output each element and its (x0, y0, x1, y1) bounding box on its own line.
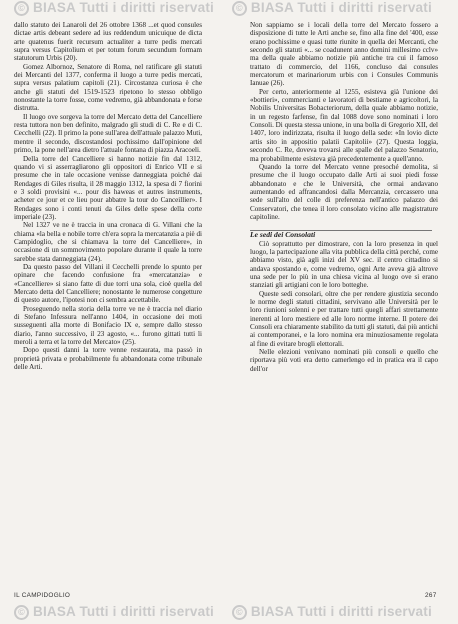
journal-name: IL CAMPIDOGLIO (14, 592, 71, 599)
watermark-bottom (0, 604, 458, 622)
paragraph: Non sappiamo se i locali della torre del Mercato fossero a disposizione di tutte le Arti anche se, fino alla fine del '400, esse erano pochissime e quasi tutte riunite in quella dei Mercanti, che secondo gli statuti «... se coadunent anno domini millesimo cclv» ma della quale abbiamo notizie più antiche tra cui il famoso trattato di commercio, del 1166, concluso dai consules mercatorum et marinariorum urbis con i Consules Communis Ianuae (26). (250, 21, 438, 88)
right-text-column (250, 21, 438, 591)
watermark-text: BIASA Tutti i diritti riservati (33, 604, 214, 619)
paragraph: dallo statuto dei Lanaroli del 26 ottobre 1368 ...et quod consules dictae artis debeant sedere ad ius reddendum unicuique de dicta arte quatenus fuerit recursum actualiter a turre pedis mercati supra versus Capitolium et per totum forum secundum formam statutorum Urbis (20). (14, 21, 202, 63)
paragraph: Nelle elezioni venivano nominati più consoli e quello che riportava più voti era detto camerlengo ed in pratica era il capo dell'or (250, 348, 438, 373)
copyright-icon: © (14, 1, 29, 16)
paragraph: Della torre del Cancelliere si hanno notizie fin dal 1312, quando vi si asserragliarono gli oppositori di Enrico VII e si presume che in tale occasione venisse danneggiata poiché dai Rendages di Giles risulta, il 28 maggio 1312, la spesa di 7 fiorini e 3 soldi provisini «... pour dis haweas et autres instruments, acheter ce jour et ce lieu pour abbatre la tour do Canceillier». I Rendages sono i conti tenuti da Giles delle spese della corte imperiale (23). (14, 154, 202, 221)
paragraph: Dopo questi danni la torre venne restaurata, ma passò in proprietà privata e probabilmente fu abbandonata come tribunale delle Arti. (14, 346, 202, 372)
watermark-text: BIASA Tutti i diritti riservati (33, 0, 214, 15)
paragraph: Da questo passo del Villani il Cecchelli prende lo spunto per opinare che facendo confusione fra «mercatanzia» e «Cancelliere» si siano fatte di due torri una sola, cioè quella del Mercato detta del Cancelliere; nonostante le numerose congetture di questo autore, l'ipotesi non ci sembra accettabile. (14, 262, 202, 305)
paragraph: Ciò soprattutto per dimostrare, con la loro presenza in quel luogo, la partecipazione alla vita pubblica della città perché, come abbiamo visto, già agli inizi del XV sec. il centro cittadino si andava spostando e, come vedremo, ogni Arte aveva già altrove una sede per lo più in una chiesa vicina al luogo ove si erano stanziati gli artigiani con le loro botteghe. (250, 239, 438, 290)
paragraph: Per certo, anteriormente al 1255, esisteva già l'unione dei «bottieri», commercianti e lavoratori di bestiame e agricoltori, la Nobilis Universitas Bobacteriorum, della quale abbiamo notizie, in un regesto farfense, fin dal 1088 dove sono nominati i loro Consoli. Di questa stessa unione, in una bolla di Gregorio XII, del 1407, loro indirizzata, risulta il luogo della sede: «In lovio dicte artis sito in appositio palatii Capitolii» (27). Questa loggia, secondo C. Re, doveva trovarsi alle spalle del palazzo Senatorio, ma probabilmente esisteva già precedentemente a quell'anno. (250, 87, 438, 163)
paragraph: Queste sedi consolari, oltre che per rendere giustizia secondo le norme degli statuti cittadini, servivano alle Università per le loro riunioni solenni e per trattare tutti quegli affari strettamente inerenti al loro mestiere ed alle loro norme interne. Il potere dei Consoli era chiaramente stabilito da tutti gli statuti, dai più antichi ai contemporanei, e la loro nomina era minuziosamente regolata al fine di evitare brogli elettorali. (250, 289, 438, 348)
paragraph: Nel 1327 ve ne è traccia in una cronaca di G. Villani che la chiama «la bella e nobile torre ch'era sopra la mercatanzia a piè di Campidoglio, che si chiamava la torre del Cancelliere», in occasione di un sommovimento popolare durante il quale la torre sarebbe stata danneggiata (24). (14, 221, 202, 263)
paragraph: Quando la torre del Mercato venne presoché demolita, si presume che il luogo occupato dalle Arti ai suoi piedi fosse abbandonato e che le Università, che ormai andavano aumentando ed affrancandosi dalla Mercanzia, cercassero una sede sull'alto del colle di preferenza nell'antico palazzo dei Conservatori, che tenea il loro consolato vicino alle magistrature capitoline. (250, 162, 438, 221)
copyright-icon: © (14, 605, 29, 620)
watermark-text: BIASA Tutti i diritti riservati (250, 0, 432, 15)
paragraph: Gomez Albornoz, Senatore di Roma, nel ratificare gli statuti dei Mercanti del 1377, conferma il luogo a turre pedis mercati, supra versus palatium capitoli (21). Circostanza curiosa è che anche gli statuti del 1519-1523 ripetono lo stesso obbligo nonostante la torre fosse, come vedremo, già abbandonata e forse distrutta. (14, 62, 202, 113)
left-text-column (14, 21, 202, 591)
copyright-icon: © (232, 1, 247, 16)
section-heading: Le sedi dei Consolati (250, 230, 316, 240)
watermark-top (0, 0, 458, 18)
watermark-text: BIASA Tutti i diritti riservati (250, 604, 432, 619)
copyright-icon: © (232, 605, 247, 620)
paragraph: Il luogo ove sorgeva la torre del Mercato detta del Cancelliere resta tuttora non ben definito, malgrado gli studi di C. Re e di C. Cecchelli (22). Il primo la pone sull'area dell'attuale palazzo Muti, mentre il secondo, discostandosi pochissimo dall'opinione del primo, la pone nell'area dietro l'attuale fontana di piazza Aracoeli. (14, 112, 202, 155)
page-number: 267 (425, 592, 437, 599)
paragraph: Proseguendo nella storia della torre ve ne è traccia nel diario di Stefano Infessura nell'anno 1404, in occasione dei moti susseguenti alla morte di Bonifacio IX e, sempre dallo stesso diario, l'anno successivo, il 23 agosto, «... furono gittati tutti li meroli a terra et la torre del Mercato» (25). (14, 304, 202, 347)
